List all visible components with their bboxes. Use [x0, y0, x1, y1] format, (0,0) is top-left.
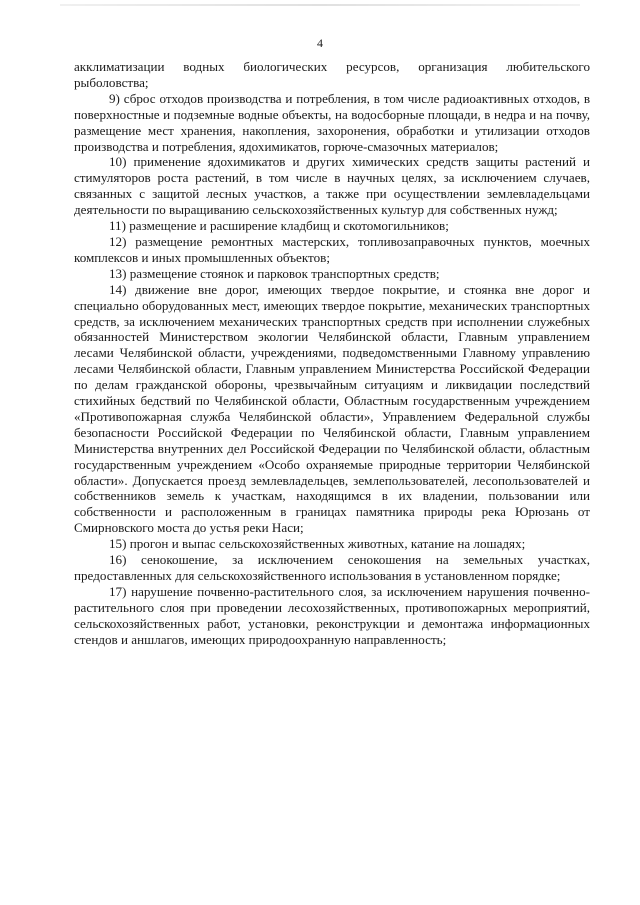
page-number: 4 [317, 36, 323, 50]
paragraph-continuation: акклиматизации водных биологических ресурсов, организация любительского рыболовства; [74, 59, 590, 90]
paragraph-item-11: 11) размещение и расширение кладбищ и скотомогильников; [109, 218, 449, 234]
paragraph-item-10: 10) применение ядохимикатов и других химических средств защиты растений и стимуляторов роста растений, в том числе в научных целях, за исключением случаев, связанных с защитой лесных участков, а также при осуществлении землевладельцами деятельности по выращиванию сельскохозяйственных культур для собственных нужд; [74, 154, 590, 218]
paragraph-item-15: 15) прогон и выпас сельскохозяйственных животных, катание на лошадях; [109, 536, 526, 552]
paragraph-item-17: 17) нарушение почвенно-растительного слоя, за исключением нарушения почвенно-растительного слоя при проведении лесохозяйственных, противопожарных мероприятий, сельскохозяйственных работ, установки, реконструкции и демонтажа информационных стендов и аншлагов, имеющих природоохранную направленность; [74, 583, 590, 647]
paragraph-item-12: 12) размещение ремонтных мастерских, топливозаправочных пунктов, моечных комплексов и иных промышленных объектов; [74, 233, 590, 265]
paragraph-item-9: 9) сброс отходов производства и потребления, в том числе радиоактивных отходов, в поверхностные и подземные водные объекты, на водосборные площади, в недра и на почву, размещение мест хранения, накопления, захоронения, обработки и утилизации отходов производства и потребления, ядохимикатов, горюче-смазочных материалов; [74, 90, 590, 154]
paragraph-item-14: 14) движение вне дорог, имеющих твердое покрытие, и стоянка вне дорог и специально оборудованных мест, имеющих твердое покрытие, механических транспортных средств, за исключением механических транспортных средств при исполнении служебных обязанностей Министерством экологии Челябинской области, Главным управлением лесами Челябинской области, учреждениями, подведомственными Главному управлению лесами Челябинской области, Главным управлением Министерства Российской Федерации по делам гражданской обороны, чрезвычайным ситуациям и ликвидации последствий стихийных бедствий по Челябинской области, Областным государственным учреждением «Противопожарная служба Челябинской области», Управлением Федеральной службы безопасности Российской Федерации по Челябинской области, Главным управлением Министерства внутренних дел Российской Федерации по Челябинской области, областным государственным учреждением «Особо охраняемые природные территории Челябинской области». Допускается проезд землевладельцев, землепользователей, лесопользователей и собственников земель к участкам, находящимся в их владении, пользовании или собственности и расположенным в границах памятника природы река Юрюзань от Смирновского моста до устья реки Наси; [74, 281, 590, 536]
paragraph-item-16: 16) сенокошение, за исключением сенокошения на земельных участках, предоставленных для сельскохозяйственного использования в установленном порядке; [74, 552, 590, 583]
scan-edge-line [60, 4, 580, 6]
paragraph-item-13: 13) размещение стоянок и парковок транспортных средств; [109, 265, 440, 281]
document-body [74, 59, 590, 648]
